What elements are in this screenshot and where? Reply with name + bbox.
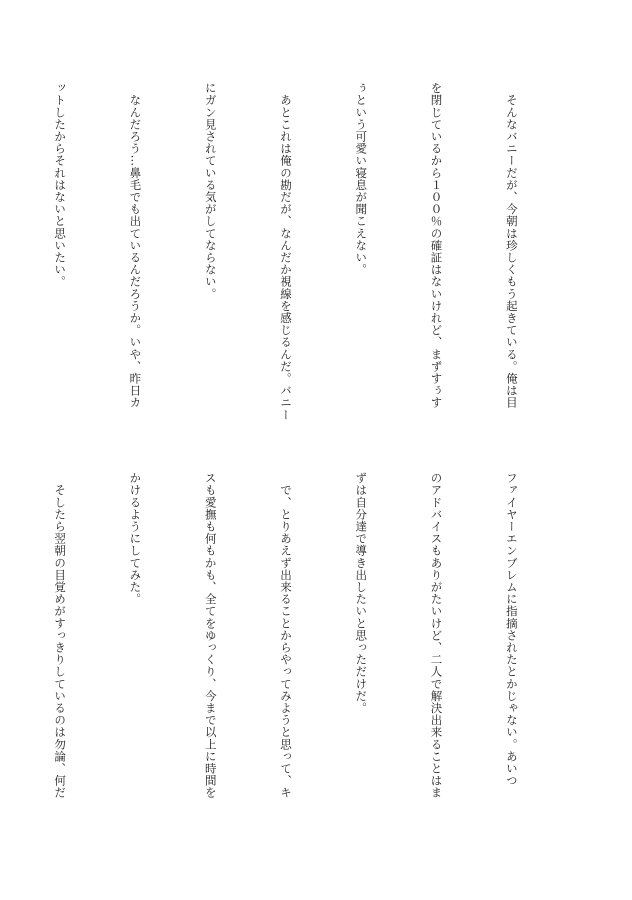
text-line: にガン見されている気がしてならない。 <box>203 82 218 300</box>
text-block-bottom <box>0 472 574 832</box>
text-line: を閉じているから１００％の確証はないけれど、まずすぅす <box>429 82 444 409</box>
text-line: スも愛撫も何もかも、全てをゆっくり、今まで以上に時間を <box>203 472 218 799</box>
text-line: ットしたからそれはないと思いたい。 <box>53 82 68 288</box>
text-block-top <box>0 82 574 442</box>
text-line: のアドバイスもありがたいけど、二人で解決出来ることはま <box>429 472 444 799</box>
text-line: そしたら翌朝の目覚めがすっきりしているのは勿論、何だ <box>53 472 68 799</box>
text-line: で、とりあえず出来ることからやってみようと思って、キ <box>278 472 293 799</box>
text-line: そんなバニーだが、今朝は珍しくもう起きている。俺は目 <box>504 82 519 409</box>
text-line: かけるようにしてみた。 <box>128 472 143 606</box>
text-line: あとこれは俺の勘だが、なんだか視線を感じるんだ。バニー <box>278 82 293 421</box>
text-line: ぅという可愛い寝息が聞こえない。 <box>354 82 369 276</box>
text-line: ずは自分達で導き出したいと思っただけだ。 <box>354 472 369 714</box>
text-line: ファイヤーエンブレムに指摘されたとかじゃない。あいつ <box>504 472 519 787</box>
text-line: なんだろう…鼻毛でも出ているんだろうか。いや、昨日カ <box>128 82 143 409</box>
